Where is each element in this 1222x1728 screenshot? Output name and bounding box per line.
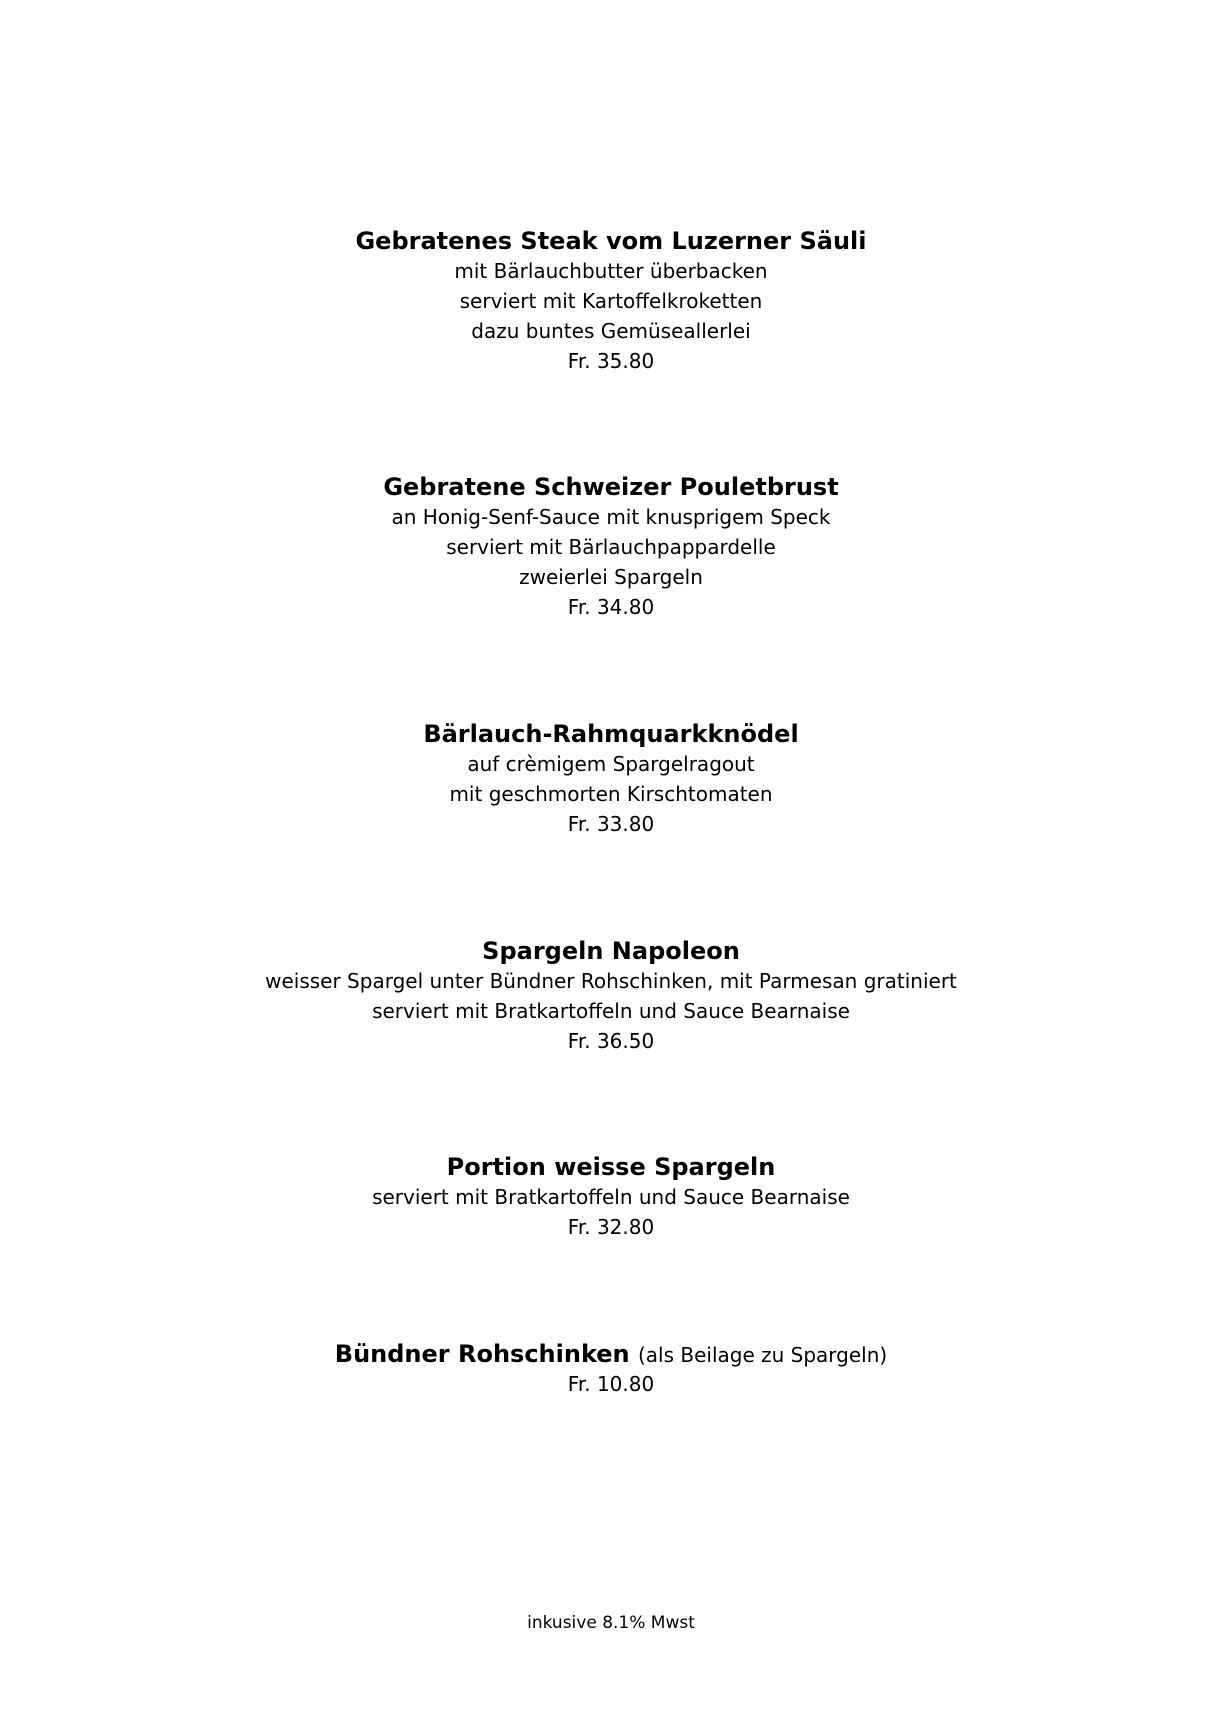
dish-title: Gebratenes Steak vom Luzerner Säuli: [355, 227, 867, 255]
vat-note: inkusive 8.1% Mwst: [527, 1613, 695, 1633]
dish-description: auf crèmigem Spargelragout: [467, 752, 755, 776]
dish-description: serviert mit Bärlauchpappardelle: [446, 535, 776, 559]
dish-price: Fr. 35.80: [567, 349, 655, 373]
dish-price: Fr. 34.80: [567, 595, 655, 619]
menu-item-knoedel: [0, 719, 1222, 839]
dish-title-note: (als Beilage zu Spargeln): [637, 1343, 888, 1367]
dish-description: serviert mit Kartoffelkroketten: [459, 289, 763, 313]
dish-title: Portion weisse Spargeln: [446, 1153, 776, 1181]
dish-price: Fr. 33.80: [567, 812, 655, 836]
dish-description: zweierlei Spargeln: [519, 565, 703, 589]
menu-item-spargeln-napoleon: [0, 936, 1222, 1056]
dish-title: Bärlauch-Rahmquarkknödel: [423, 720, 799, 748]
menu-item-pouletbrust: [0, 472, 1222, 622]
menu-item-weisse-spargeln: [0, 1152, 1222, 1242]
dish-title: Spargeln Napoleon: [482, 937, 740, 965]
dish-description: dazu buntes Gemüseallerlei: [471, 319, 751, 343]
dish-title-text: Bündner Rohschinken: [334, 1340, 630, 1368]
dish-description: serviert mit Bratkartoffeln und Sauce Bearnaise: [372, 999, 850, 1023]
dish-description: an Honig-Senf-Sauce mit knusprigem Speck: [391, 505, 831, 529]
dish-title: [0, 1339, 1222, 1369]
dish-price: Fr. 10.80: [567, 1372, 655, 1396]
menu-item-steak: [0, 226, 1222, 376]
dish-description: mit geschmorten Kirschtomaten: [449, 782, 773, 806]
dish-description: weisser Spargel unter Bündner Rohschinken, mit Parmesan gratiniert: [265, 969, 957, 993]
dish-price: Fr. 36.50: [567, 1029, 655, 1053]
dish-description: serviert mit Bratkartoffeln und Sauce Bearnaise: [372, 1185, 850, 1209]
dish-description: mit Bärlauchbutter überbacken: [454, 259, 768, 283]
menu-item-rohschinken: [0, 1339, 1222, 1399]
dish-title: Gebratene Schweizer Pouletbrust: [383, 473, 839, 501]
dish-price: Fr. 32.80: [567, 1215, 655, 1239]
